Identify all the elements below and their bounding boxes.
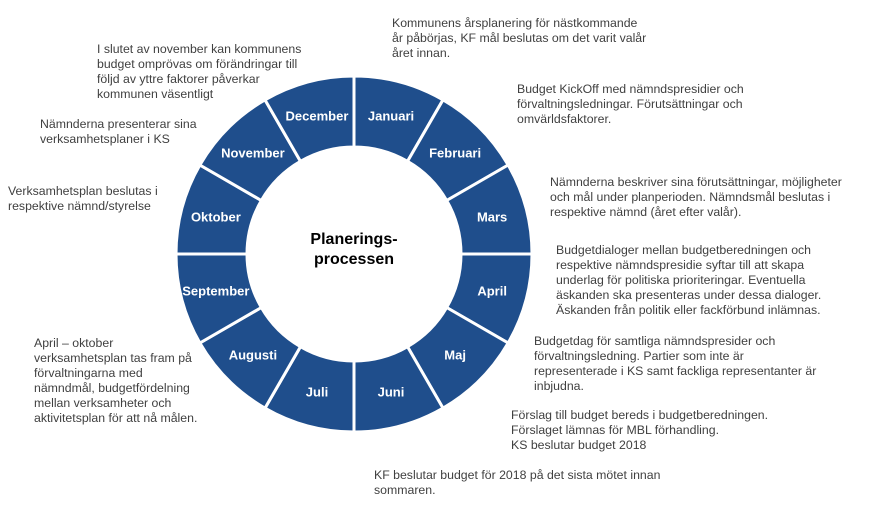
- note-januari: Kommunens årsplanering för nästkommande år påbörjas, KF mål beslutas om det varit valår året innan.: [392, 16, 647, 60]
- month-label-augusti: Augusti: [228, 347, 278, 363]
- note-augusti: April – oktober verksamhetsplan tas fram på förvaltningarna med nämndmål, budgetfördelning mellan verksamheter och aktivitetsplan för att nå målen.: [34, 336, 198, 425]
- month-label-januari: Januari: [367, 108, 415, 124]
- note-december: I slutet av november kan kommunens budget omprövas om förändringar till följd av yttre faktorer påverkar kommunen väsentligt: [97, 42, 302, 101]
- note-februari: Budget KickOff med nämndspresidier och förvaltningsledningar. Förutsättningar och omvärldsfaktorer.: [517, 82, 744, 126]
- month-label-maj: Maj: [444, 347, 466, 363]
- center-title-line2: processen: [313, 251, 395, 268]
- note-mars: Nämnderna beskriver sina förutsättningar, möjligheter och mål under planperioden. Nämndsmål beslutas i respektive nämnd (året efter valår).: [550, 175, 842, 219]
- month-label-juni: Juni: [377, 384, 405, 400]
- month-label-november: November: [221, 145, 285, 161]
- note-oktober: Verksamhetsplan beslutas i respektive nämnd/styrelse: [8, 184, 158, 213]
- note-juni: Förslag till budget bereds i budgetberedningen. Förslaget lämnas för MBL förhandling. KS beslutar budget 2018: [511, 408, 769, 452]
- month-label-mars: Mars: [476, 209, 508, 225]
- note-juli: KF beslutar budget för 2018 på det sista mötet innan sommaren.: [374, 468, 661, 497]
- month-label-september: September: [182, 283, 250, 299]
- month-label-april: April: [477, 283, 507, 299]
- month-label-oktober: Oktober: [190, 209, 241, 225]
- note-november: Nämnderna presenterar sina verksamhetsplaner i KS: [40, 117, 197, 146]
- note-april: Budgetdialoger mellan budgetberedningen och respektive nämndspresidie syftar till att skapa underlag för politiska prioriteringar. Eventuella äskanden ska presenteras under dessa dialoger. Äskanden från politik eller fackförbund inlämnas.: [556, 243, 822, 317]
- note-maj: Budgetdag för samtliga nämndspresider och förvaltningsledning. Partier som inte är representerade i KS samt fackliga representanter är inbjudna.: [534, 334, 817, 393]
- center-title-line1: Planerings-: [310, 231, 398, 248]
- month-label-februari: Februari: [429, 145, 482, 161]
- month-label-december: December: [285, 108, 349, 124]
- month-label-juli: Juli: [305, 384, 329, 400]
